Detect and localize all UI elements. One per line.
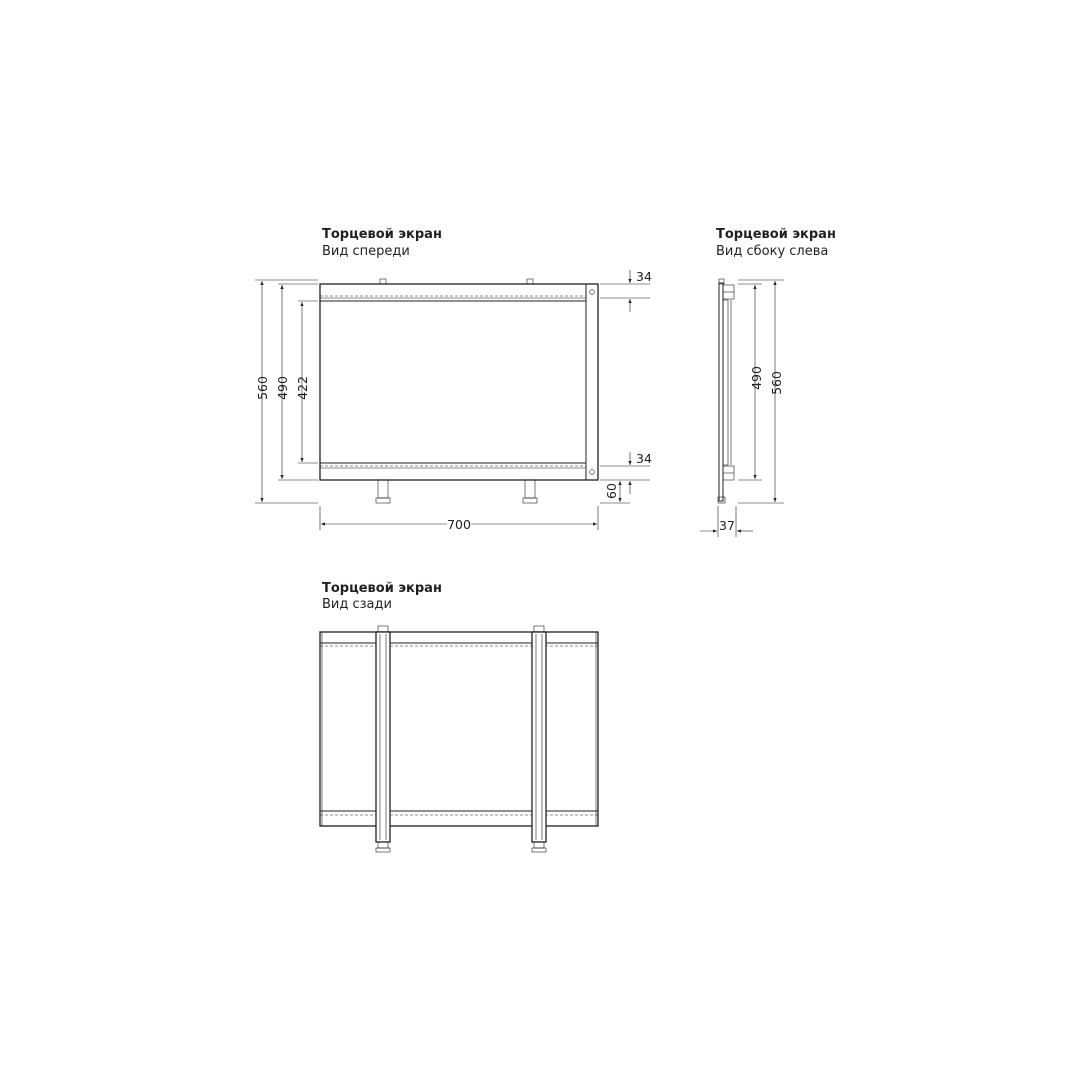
front-dim-34-top-label: 34: [636, 269, 652, 284]
back-view: [320, 581, 598, 852]
side-dim-490-label: 490: [749, 366, 764, 390]
back-view-title: Торцевой экран: [322, 581, 442, 596]
front-panel-frame: [320, 284, 598, 480]
front-dim-700-label: 700: [447, 517, 471, 532]
front-view-subtitle: Вид спереди: [322, 244, 410, 259]
side-view-title: Торцевой экран: [716, 227, 836, 242]
front-dim-60-label: 60: [604, 483, 619, 499]
back-leg-left: [376, 626, 390, 852]
side-dim-560-label: 560: [769, 371, 784, 395]
front-right-extension-lines: [600, 284, 650, 503]
side-panel-profile: [718, 279, 734, 503]
front-dim-34-bottom-label: 34: [636, 451, 652, 466]
front-view: [255, 227, 652, 532]
back-panel-frame: [320, 632, 598, 826]
side-view-subtitle: Вид сбоку слева: [716, 244, 829, 259]
back-leg-right: [532, 626, 546, 852]
side-view: [700, 227, 836, 537]
front-view-title: Торцевой экран: [322, 227, 442, 242]
back-view-subtitle: Вид сзади: [322, 597, 392, 612]
side-dim-37-label: 37: [719, 518, 735, 533]
front-dim-422-label: 422: [295, 376, 310, 400]
front-dim-490-label: 490: [275, 376, 290, 400]
front-legs: [376, 480, 537, 503]
front-top-bolts: [380, 279, 533, 284]
front-dim-560-label: 560: [255, 376, 270, 400]
